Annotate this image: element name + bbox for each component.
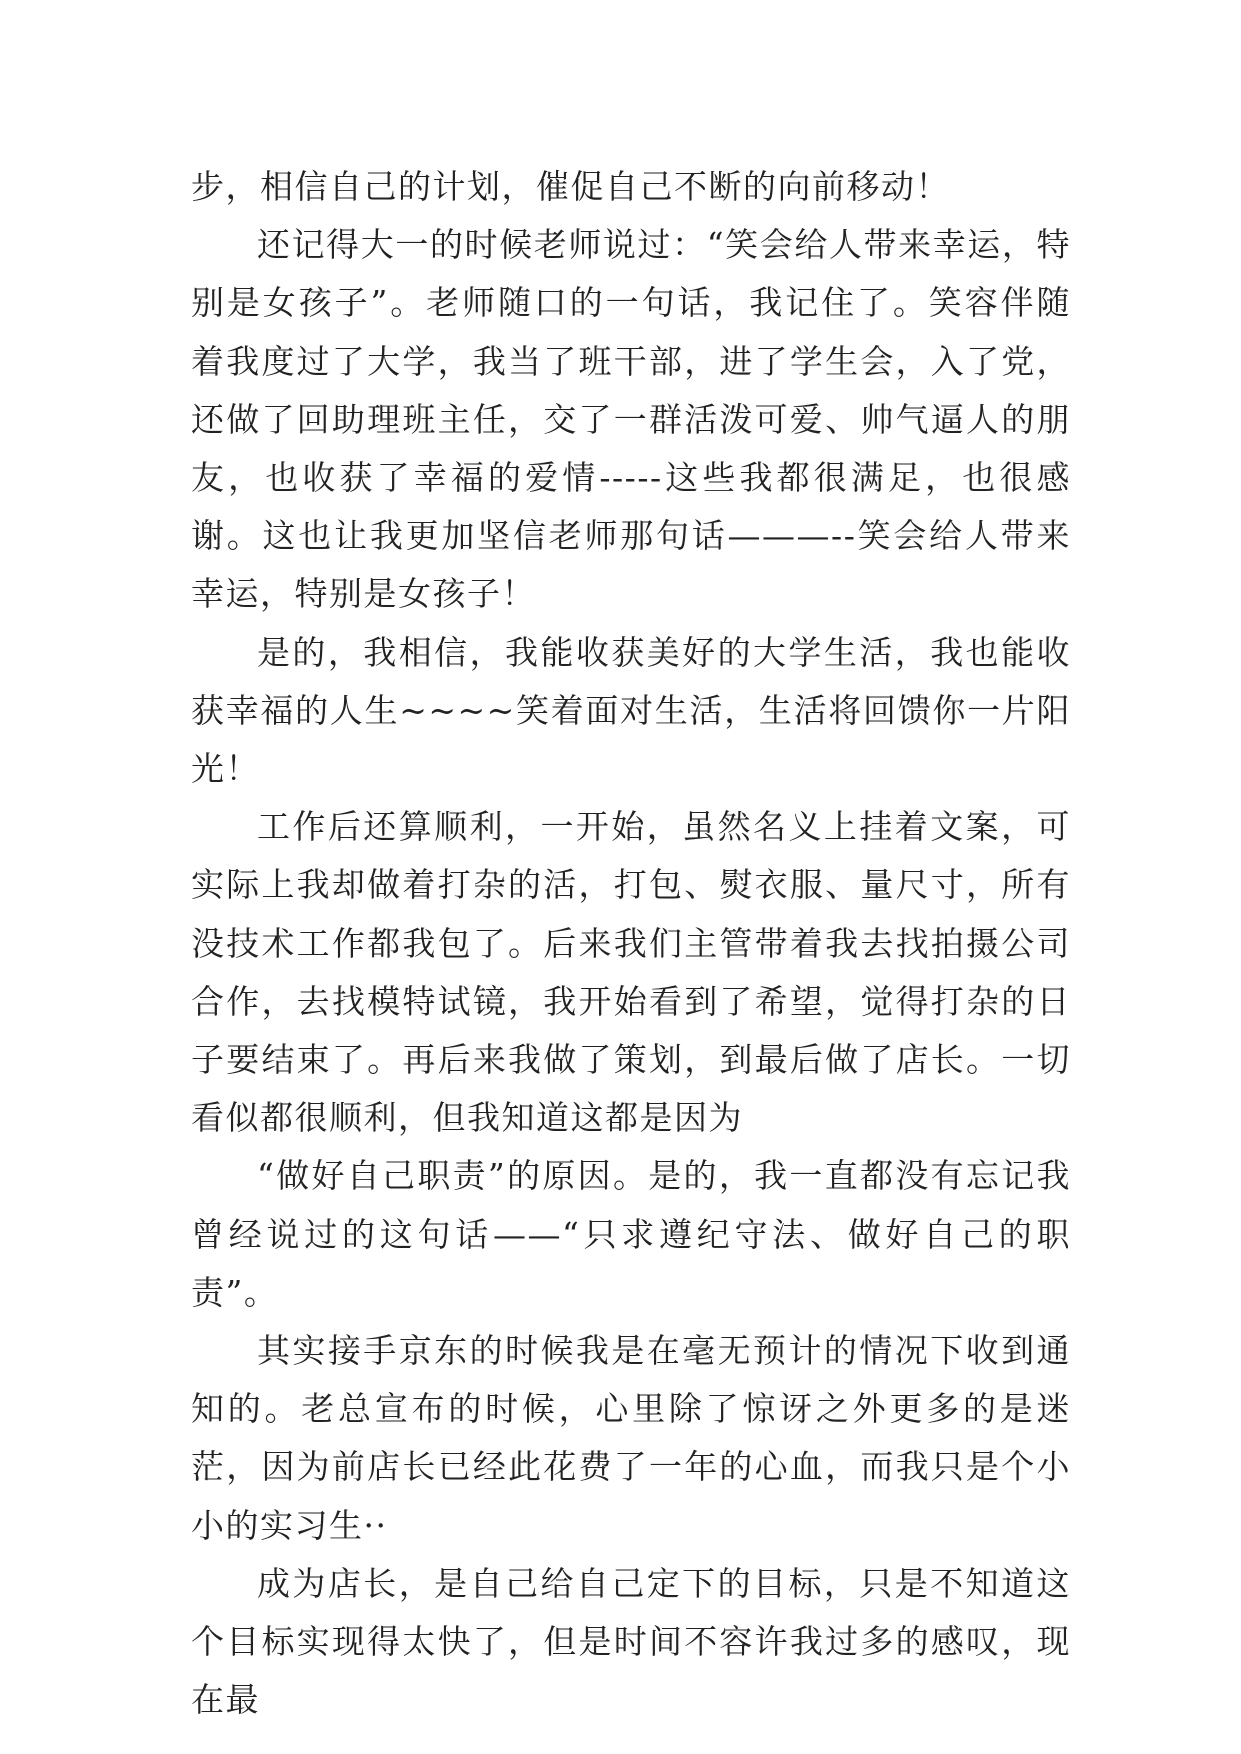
paragraph-5: “做好自己职责”的原因。是的，我一直都没有忘记我曾经说过的这句话——“只求遵纪守法、做好自己的职责”。 xyxy=(191,1156,1071,1312)
paragraph-6: 其实接手京东的时候我是在毫无预计的情况下收到通知的。老总宣布的时候，心里除了惊讶之外更多的是迷茫，因为前店长已经此花费了一年的心血，而我只是个小小的实习生·· xyxy=(191,1331,1071,1545)
paragraph-7: 成为店长，是自己给自己定下的目标，只是不知道这个目标实现得太快了，但是时间不容许我过多的感叹，现在最 xyxy=(191,1563,1071,1720)
paragraph-3: 是的，我相信，我能收获美好的大学生活，我也能收获幸福的人生~~~~笑着面对生活，生活将回馈你一片阳光！ xyxy=(191,632,1071,789)
document-body xyxy=(191,158,1071,1729)
paragraph-2: 还记得大一的时候老师说过：“笑会给人带来幸运，特别是女孩子”。老师随口的一句话，我记住了。笑容伴随着我度过了大学，我当了班干部，进了学生会，入了党，还做了回助理班主任，交了一群活泼可爱、帅气逼人的朋友，也收获了幸福的爱情-----这些我都很满足，也很感谢。这也让我更加坚信老师那句话———--笑会给人带来幸运，特别是女孩子！ xyxy=(191,225,1071,614)
paragraph-4: 工作后还算顺利，一开始，虽然名义上挂着文案，可实际上我却做着打杂的活，打包、熨衣服、量尺寸，所有没技术工作都我包了。后来我们主管带着我去找拍摄公司合作，去找模特试镜，我开始看到了希望，觉得打杂的日子要结束了。再后来我做了策划，到最后做了店长。一切看似都很顺利，但我知道这都是因为 xyxy=(191,807,1071,1138)
paragraph-1: 步，相信自己的计划，催促自己不断的向前移动！ xyxy=(191,167,950,206)
